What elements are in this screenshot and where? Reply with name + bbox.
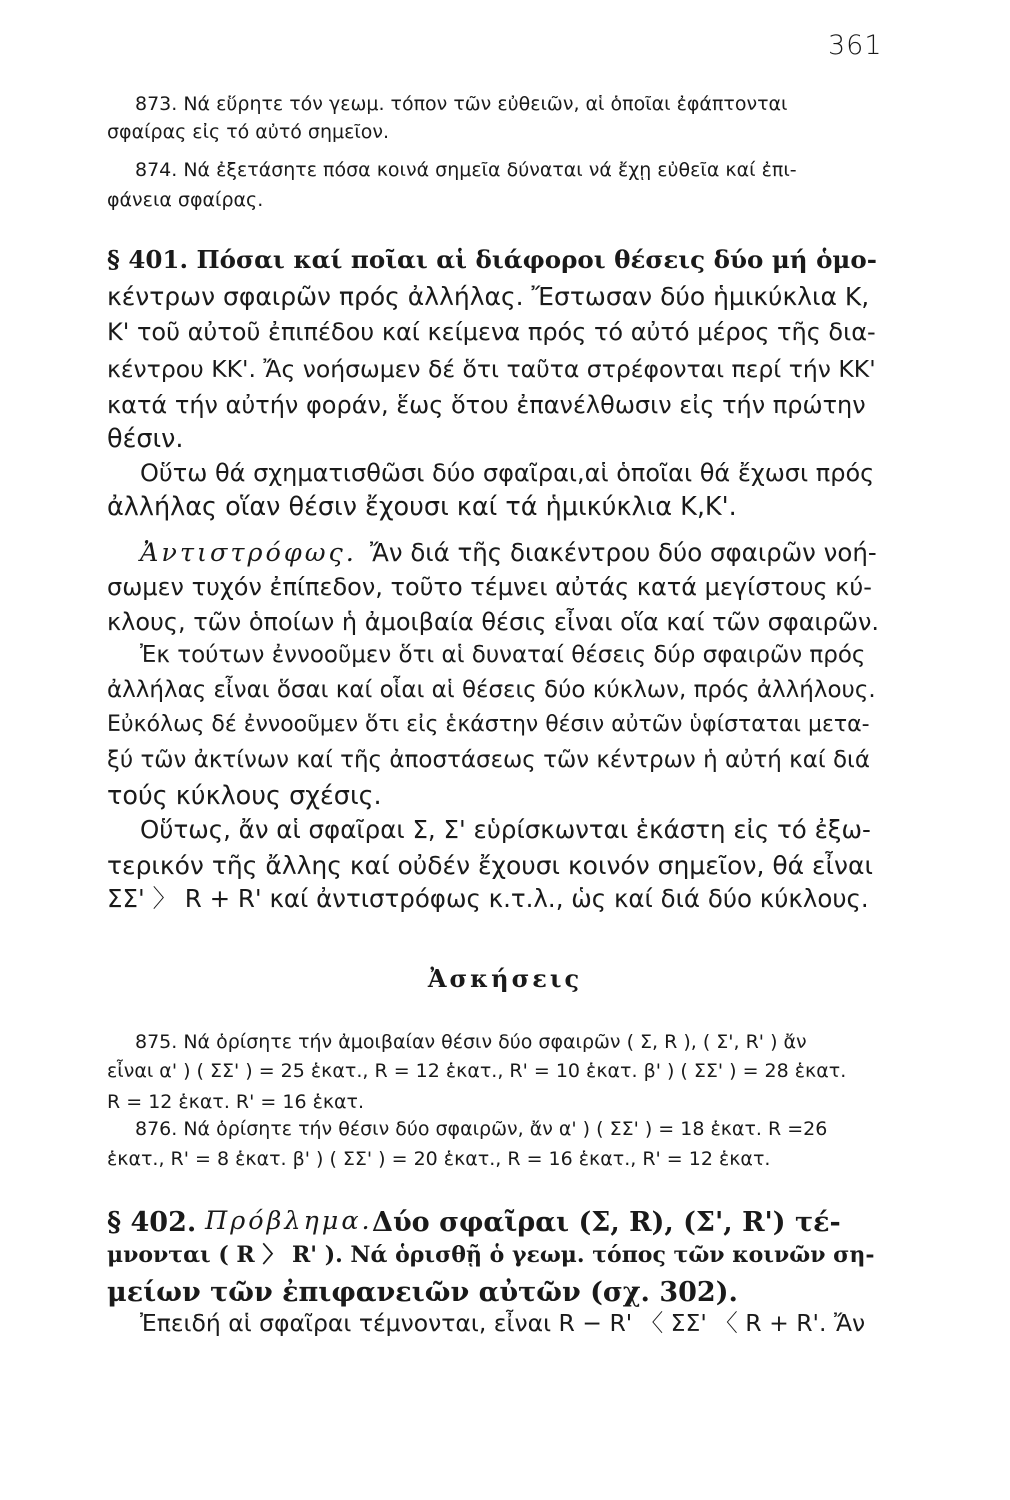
paragraph-line: Κ' τοῦ αὐτοῦ ἐπιπέδου καί κείμενα πρός τό αὐτό μέρος τῆς δια- [107, 318, 876, 346]
exercise-876-line-1: 876. Νά ὁρίσητε τήν θέσιν δύο σφαιρῶν, ἄν α' ) ( ΣΣ' ) = 18 ἑκατ. R =26 [135, 1118, 828, 1140]
exercise-875-line-3: R = 12 ἑκατ. R' = 16 ἑκατ. [107, 1091, 365, 1113]
exercise-874-line-1: 874. Νά ἐξετάσητε πόσα κοινά σημεῖα δύναται νά ἔχῃ εὐθεῖα καί ἐπι- [135, 159, 797, 181]
paragraph-line: Ἐπειδή αἱ σφαῖραι τέμνονται, εἶναι R − R' 〈 ΣΣ' 〈 R + R'. Ἄν [140, 1309, 866, 1337]
exercise-875-line-2: εἶναι α' ) ( ΣΣ' ) = 25 ἑκατ., R = 12 ἑκατ., R' = 10 ἑκατ. β' ) ( ΣΣ' ) = 28 ἑκατ. [107, 1060, 847, 1082]
paragraph-line: κλους, τῶν ὁποίων ἡ ἀμοιβαία θέσις εἶναι οἵα καί τῶν σφαιρῶν. [107, 608, 880, 636]
paragraph-line: τούς κύκλους σχέσις. [107, 781, 382, 811]
exercise-876-line-2: ἑκατ., R' = 8 ἑκατ. β' ) ( ΣΣ' ) = 20 ἑκατ., R = 16 ἑκατ., R' = 12 ἑκατ. [107, 1148, 771, 1170]
exercise-874-line-2: φάνεια σφαίρας. [107, 189, 264, 211]
exercise-873-line-2: σφαίρας εἰς τό αὐτό σημεῖον. [107, 121, 390, 143]
section-402-heading: Δύο σφαῖραι (Σ, R), (Σ', R') τέ- [372, 1207, 841, 1238]
exercise-873-line-1: 873. Νά εὕρητε τόν γεωμ. τόπον τῶν εὐθειῶν, αἱ ὁποῖαι ἐφάπτονται [135, 93, 788, 115]
paragraph-line: Εὐκόλως δέ ἐννοοῦμεν ὅτι εἰς ἑκάστην θέσιν αὐτῶν ὑφίσταται μετα- [107, 712, 870, 737]
paragraph-line: Οὕτως, ἄν αἱ σφαῖραι Σ, Σ' εὑρίσκωνται ἑκάστη εἰς τό ἐξω- [140, 815, 871, 844]
section-402-number: § 402. [107, 1207, 197, 1238]
paragraph-line: τερικόν τῆς ἄλλης καί οὐδέν ἔχουσι κοινόν σημεῖον, θά εἶναι [107, 851, 873, 880]
paragraph-line: κέντρου ΚΚ'. Ἄς νοήσωμεν δέ ὅτι ταῦτα στρέφονται περί τήν ΚΚ' [107, 355, 876, 383]
paragraph-line: ΣΣ' 〉 R + R' καί ἀντιστρόφως κ.τ.λ., ὡς καί διά δύο κύκλους. [107, 884, 869, 913]
section-402-heading: μείων τῶν ἐπιφανειῶν αὐτῶν (σχ. 302). [107, 1277, 738, 1308]
section-401-heading: § 401. Πόσαι καί ποῖαι αἱ διάφοροι θέσεις δύο μή ὁμο- [107, 245, 877, 274]
section-402-heading: μνονται ( R 〉 R' ). Νά ὁρισθῇ ὁ γεωμ. τόπος τῶν κοινῶν ση- [107, 1242, 875, 1268]
paragraph-line: ξύ τῶν ἀκτίνων καί τῆς ἀποστάσεως τῶν κέντρων ἡ αὐτή καί διά [107, 747, 870, 773]
paragraph-line: θέσιν. [107, 424, 184, 454]
paragraph-line: Ἄν διά τῆς διακέντρου δύο σφαιρῶν νοή- [370, 538, 877, 567]
problem-label: Πρόβλημα. [205, 1206, 373, 1236]
exercise-875-line-1: 875. Νά ὁρίσητε τήν ἀμοιβαίαν θέσιν δύο σφαιρῶν ( Σ, R ), ( Σ', R' ) ἄν [135, 1031, 807, 1053]
exercises-heading: Ἀσκήσεις [427, 964, 583, 993]
paragraph-line: κέντρων σφαιρῶν πρός ἀλλήλας. Ἔστωσαν δύο ἡμικύκλια Κ, [107, 282, 870, 311]
paragraph-line: κατά τήν αὐτήν φοράν, ἕως ὅτου ἐπανέλθωσιν εἰς τήν πρώτην [107, 391, 866, 419]
paragraph-line: ἀλλήλας οἵαν θέσιν ἔχουσι καί τά ἡμικύκλια Κ,Κ'. [107, 492, 737, 522]
paragraph-line: Οὕτω θά σχηματισθῶσι δύο σφαῖραι,αἱ ὁποῖαι θά ἔχωσι πρός [140, 459, 875, 487]
conversely-label: Ἀντιστρόφως. [140, 538, 357, 568]
page-number: 361 [828, 30, 883, 61]
paragraph-line: σωμεν τυχόν ἐπίπεδον, τοῦτο τέμνει αὐτάς κατά μεγίστους κύ- [107, 573, 872, 601]
paragraph-line: Ἐκ τούτων ἐννοοῦμεν ὅτι αἱ δυναταί θέσεις δύρ σφαιρῶν πρός [140, 642, 866, 668]
paragraph-line: ἀλλήλας εἶναι ὅσαι καί οἷαι αἱ θέσεις δύο κύκλων, πρός ἀλλήλους. [107, 677, 876, 703]
